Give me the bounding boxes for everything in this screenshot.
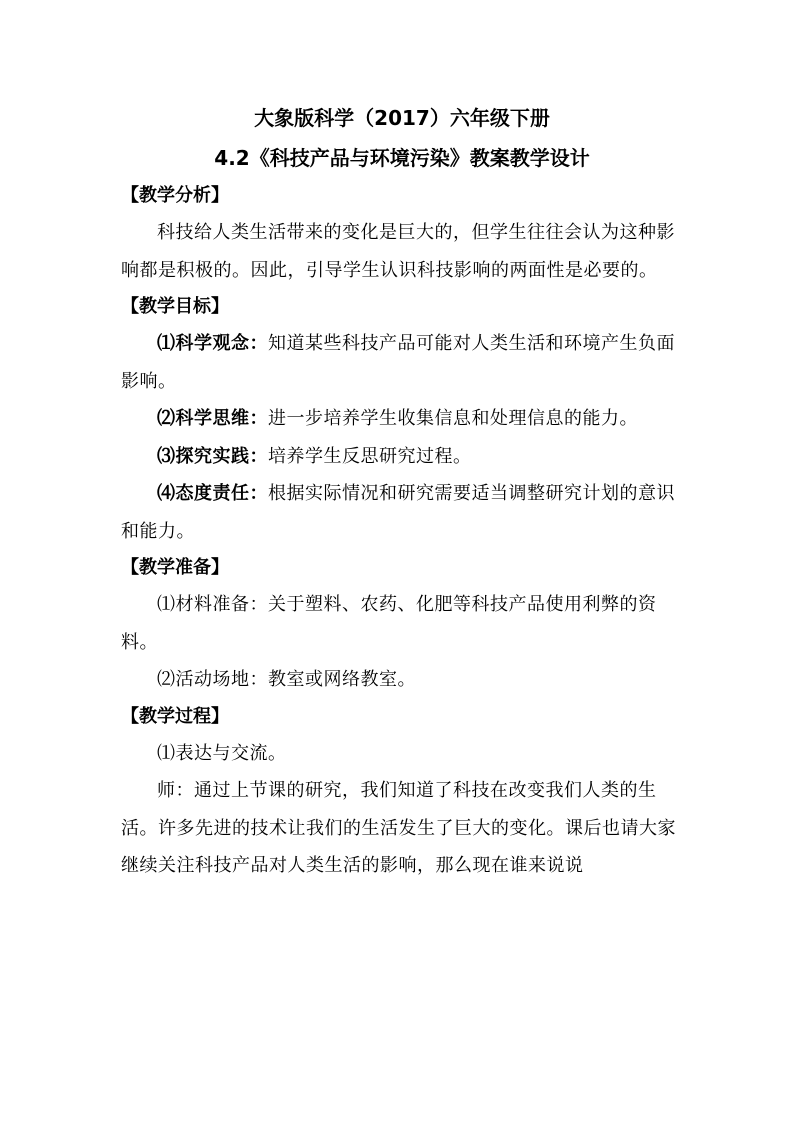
teacher-dialogue: 师：通过上节课的研究，我们知道了科技在改变我们人类的生活。许多先进的技术让我们的生活发生了巨大的变化。课后也请大家继续关注科技产品对人类生活的影响，那么现在谁来说说 [121,780,676,876]
section-objectives [121,289,683,550]
process-step: ⑴表达与交流。 [157,742,287,764]
preparation-item: ⑵活动场地：教室或网络教室。 [157,669,416,690]
analysis-paragraph: 科技给人类生活带来的变化是巨大的，但学生往往会认为这种影响都是积极的。因此，引导学生认识科技影响的两面性是必要的。 [121,222,675,281]
objective-label: ⑶探究实践： [157,445,268,467]
objective-text: 培养学生反思研究过程。 [268,445,472,467]
objective-item [121,475,683,550]
document-title-line1: 大象版科学（2017）六年级下册 [254,106,550,130]
objective-text: 知道某些科技产品可能对人类生活和环境产生负面影响。 [121,333,675,392]
objective-item [121,325,683,400]
preparation-item: ⑴材料准备：关于塑料、农药、化肥等科技产品使用利弊的资料。 [121,594,657,653]
section-heading-objectives: 【教学目标】 [121,296,229,317]
section-heading-process: 【教学过程】 [121,705,229,727]
objective-text: 进一步培养学生收集信息和处理信息的能力。 [268,408,638,429]
objective-item [121,400,683,438]
section-heading-preparation: 【教学准备】 [121,557,229,578]
section-process [121,699,683,885]
section-heading-analysis: 【教学分析】 [121,185,229,206]
objective-item [121,438,683,476]
objective-text: 根据实际情况和研究需要适当调整研究计划的意识和能力。 [121,483,675,542]
document-page [121,98,683,885]
section-analysis [121,178,683,289]
objective-label: ⑵科学思维： [157,408,268,429]
objective-label: ⑴科学观念： [157,333,268,354]
section-preparation [121,550,683,699]
objective-label: ⑷态度责任： [157,483,268,504]
document-title-line2: 4.2《科技产品与环境污染》教案教学设计 [214,146,590,170]
